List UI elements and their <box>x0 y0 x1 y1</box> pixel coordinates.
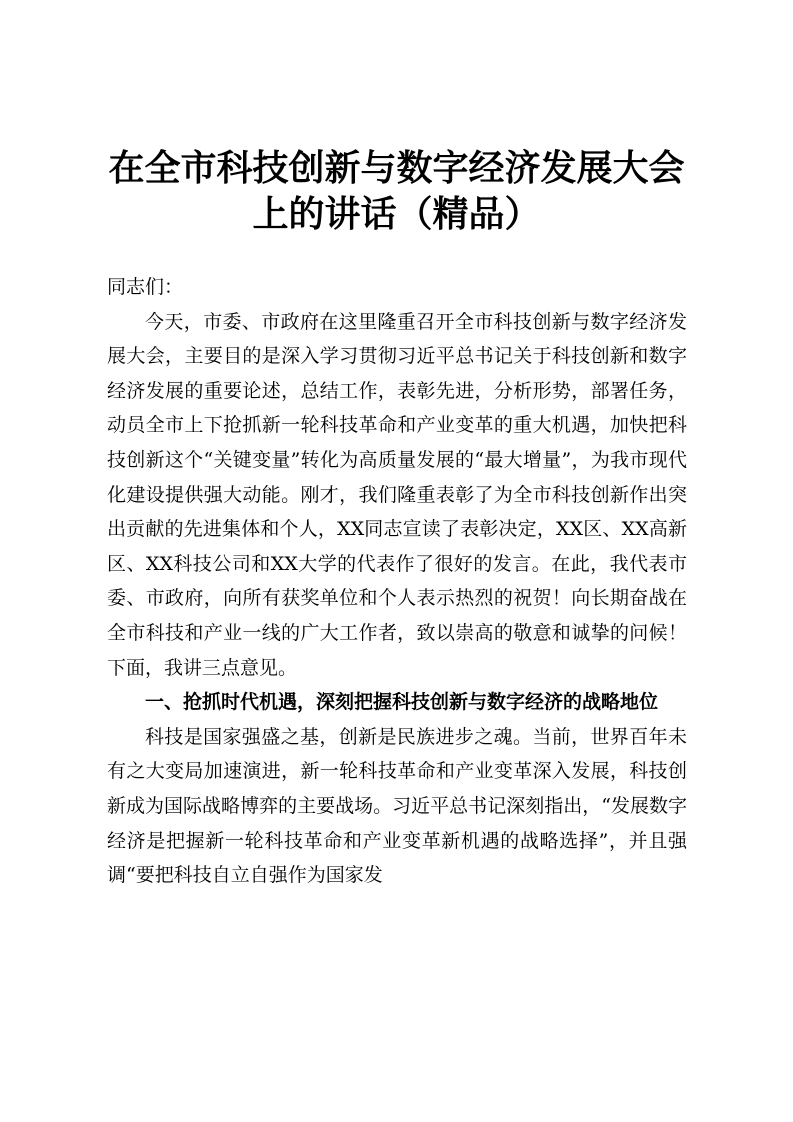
section-heading-1: 一、抢抓时代机遇，深刻把握科技创新与数字经济的战略地位 <box>145 691 659 714</box>
salutation: 同志们： <box>107 276 184 298</box>
paragraph-section-1: 科技是国家强盛之基，创新是民族进步之魂。当前，世界百年未有之大变局加速演进，新一轮科技革命和产业变革深入发展，科技创新成为国际战略博弈的主要战场。习近平总书记深刻指出，“发展数字经济是把握新一轮科技革命和产业变革新机遇的战略选择”，并且强调“要把科技自立自强作为国家发 <box>107 725 687 887</box>
paragraph-intro: 今天，市委、市政府在这里隆重召开全市科技创新与数字经济发展大会，主要目的是深入学习贯彻习近平总书记关于科技创新和数字经济发展的重要论述，总结工作，表彰先进，分析形势，部署任务，动员全市上下抢抓新一轮科技革命和产业变革的重大机遇，加快把科技创新这个“关键变量”转化为高质量发展的“最大增量”，为我市现代化建设提供强大动能。刚才，我们隆重表彰了为全市科技创新作出突出贡献的先进集体和个人，XX同志宣读了表彰决定，XX区、XX高新区、XX科技公司和XX大学的代表作了很好的发言。在此，我代表市委、市政府，向所有获奖单位和个人表示热烈的祝贺！向长期奋战在全市科技和产业一线的广大工作者，致以崇高的敬意和诚挚的问候！下面，我讲三点意见。 <box>107 310 687 679</box>
document-body <box>107 270 687 893</box>
document-title <box>60 146 733 238</box>
title-line-2: 上的讲话（精品） <box>252 194 541 235</box>
title-line-1: 在全市科技创新与数字经济发展大会 <box>108 148 685 189</box>
